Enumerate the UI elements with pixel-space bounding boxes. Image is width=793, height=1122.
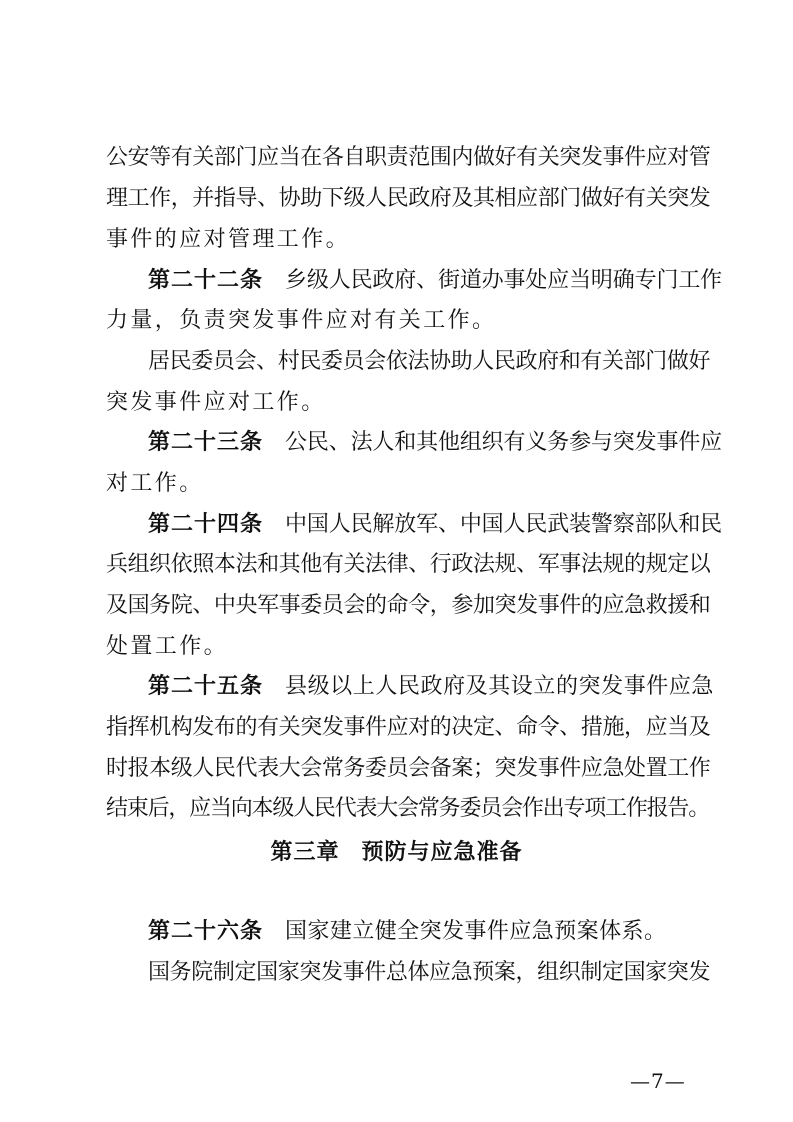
body-line: 突发事件应对工作。 (106, 390, 326, 415)
article-text: 乡级人民政府、街道办事处应当明确专门工作 (285, 268, 723, 293)
body-line: 兵组织依照本法和其他有关法律、行政法规、军事法规的规定以 (106, 552, 711, 577)
article-26-line (148, 917, 748, 947)
article-text: 国家建立健全突发事件应急预案体系。 (285, 919, 667, 944)
body-line: 处置工作。 (106, 634, 229, 659)
body-line: 事件的应对管理工作。 (106, 227, 351, 252)
article-heading: 第二十五条 (148, 674, 264, 699)
article-24-line (148, 510, 748, 540)
body-line: 结束后，应当向本级人民代表大会常务委员会作出专项工作报告。 (106, 796, 709, 821)
article-text: 公民、法人和其他组织有义务参与突发事件应 (285, 430, 723, 455)
article-23-line (148, 428, 748, 458)
chapter-heading (0, 838, 793, 868)
article-22-line (148, 266, 748, 296)
paragraph-line: 国务院制定国家突发事件总体应急预案，组织制定国家突发 (148, 960, 711, 985)
page-number: —7— (630, 1069, 686, 1093)
article-heading: 第二十四条 (148, 512, 264, 537)
article-heading: 第二十二条 (148, 268, 264, 293)
article-text: 县级以上人民政府及其设立的突发事件应急 (285, 674, 715, 699)
body-line: 理工作，并指导、协助下级人民政府及其相应部门做好有关突发 (106, 186, 711, 211)
body-line: 指挥机构发布的有关突发事件应对的决定、命令、措施，应当及 (106, 715, 711, 740)
body-line: 及国务院、中央军事委员会的命令，参加突发事件的应急救援和 (106, 593, 711, 618)
body-line: 时报本级人民代表大会常务委员会备案；突发事件应急处置工作 (106, 756, 711, 781)
article-25-line (148, 672, 748, 702)
article-heading: 第二十六条 (148, 919, 264, 944)
body-line: 力量，负责突发事件应对有关工作。 (106, 308, 497, 333)
article-heading: 第二十三条 (148, 430, 264, 455)
chapter-title: 预防与应急准备 (361, 840, 523, 865)
paragraph-line: 居民委员会、村民委员会依法协助人民政府和有关部门做好 (148, 349, 711, 374)
chapter-number: 第三章 (270, 840, 340, 865)
article-text: 中国人民解放军、中国人民武装警察部队和民 (285, 512, 723, 537)
body-line: 公安等有关部门应当在各自职责范围内做好有关突发事件应对管 (106, 145, 711, 170)
body-line: 对工作。 (106, 471, 204, 496)
